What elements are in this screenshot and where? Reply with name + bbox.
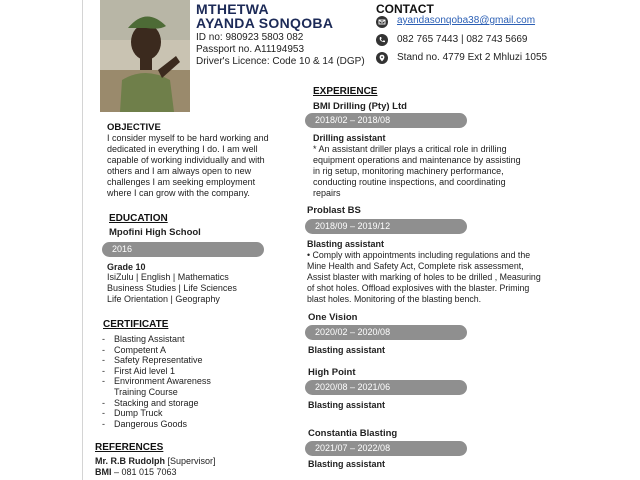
certificate-item: - Dangerous Goods bbox=[102, 419, 211, 430]
job-company: BMI Drilling (Pty) Ltd bbox=[313, 101, 407, 112]
certificate-item: Training Course bbox=[114, 386, 178, 397]
objective-line: I consider myself to be hard working and bbox=[107, 133, 269, 143]
grade-label: Grade 10 bbox=[107, 262, 146, 272]
job-role: Blasting assistant bbox=[307, 239, 385, 249]
contact-address: Stand no. 4779 Ext 2 Mhluzi 1055 bbox=[397, 52, 548, 63]
reference-company-name: BMI bbox=[95, 467, 112, 477]
subjects-line: Business Studies | Life Sciences bbox=[107, 283, 237, 293]
job-period-bar: 2020/08 – 2021/06 bbox=[305, 380, 467, 395]
job-description-line: blast holes. Monitoring of the blasting bench. bbox=[307, 294, 482, 304]
references-heading: REFERENCES bbox=[95, 442, 164, 453]
objective-line: challenges I am seeking employment bbox=[107, 177, 256, 187]
certificate-item: - First Aid level 1 bbox=[102, 366, 211, 377]
job-description bbox=[307, 250, 577, 305]
education-year-bar: 2016 bbox=[102, 242, 264, 257]
drivers-licence: Driver's Licence: Code 10 & 14 (DGP) bbox=[196, 56, 365, 67]
certificate-item: - Competent A bbox=[102, 345, 211, 356]
email-icon bbox=[376, 16, 388, 28]
reference-role: [Supervisor] bbox=[165, 456, 216, 466]
job-company: One Vision bbox=[308, 312, 358, 323]
job-company: High Point bbox=[308, 367, 356, 378]
subjects-line: Life Orientation | Geography bbox=[107, 294, 220, 304]
job-role: Blasting assistant bbox=[308, 345, 386, 355]
job-description-line: * An assistant driller plays a critical role in drilling bbox=[313, 144, 507, 154]
location-icon bbox=[376, 52, 388, 64]
fullname-heading: AYANDA SONQOBA bbox=[196, 15, 334, 31]
job-description-line: Assist blaster with marking of holes to be drilled , Measuring bbox=[307, 272, 541, 282]
certificate-heading: CERTIFICATE bbox=[103, 319, 169, 330]
reference-phone: – 081 015 7063 bbox=[111, 467, 177, 477]
job-description-line: conducting routine inspections, and coordinating bbox=[313, 177, 506, 187]
reference-person bbox=[95, 456, 216, 467]
objective-heading: OBJECTIVE bbox=[107, 122, 161, 133]
job-role: Blasting assistant bbox=[308, 400, 386, 410]
job-role: Blasting assistant bbox=[308, 459, 386, 469]
objective-line: where I can grow with the company. bbox=[107, 188, 250, 198]
objective-line: dedicated in everything I do. I am well bbox=[107, 144, 258, 154]
certificate-item: - Environment Awareness bbox=[102, 376, 211, 387]
job-description-line: in rig setup, monitoring machinery performance, bbox=[313, 166, 504, 176]
job-role: Drilling assistant bbox=[313, 133, 386, 143]
education-heading: EDUCATION bbox=[109, 213, 168, 224]
job-description bbox=[313, 144, 563, 199]
objective-text bbox=[107, 133, 297, 199]
contact-phone: 082 765 7443 | 082 743 5669 bbox=[397, 34, 528, 45]
profile-photo bbox=[100, 0, 190, 112]
experience-heading: EXPERIENCE bbox=[313, 86, 378, 97]
subjects-list bbox=[107, 272, 237, 305]
job-period-bar: 2021/07 – 2022/08 bbox=[305, 441, 467, 456]
contact-email[interactable]: ayandasonqoba38@gmail.com bbox=[397, 15, 536, 26]
reference-name: Mr. R.B Rudolph bbox=[95, 456, 165, 466]
reference-company bbox=[95, 467, 177, 478]
job-period-bar: 2020/02 – 2020/08 bbox=[305, 325, 467, 340]
contact-heading: CONTACT bbox=[376, 2, 434, 16]
objective-line: others and I am always open to new bbox=[107, 166, 252, 176]
job-description-line: of shot holes. Offload explosives with the blaster. Priming bbox=[307, 283, 530, 293]
certificate-list bbox=[102, 334, 211, 429]
objective-line: capable of working individually and with bbox=[107, 155, 265, 165]
job-company: Constantia Blasting bbox=[308, 428, 398, 439]
job-description-line: • Comply with appointments including regulations and the bbox=[307, 250, 531, 260]
id-number: ID no: 980923 5803 082 bbox=[196, 32, 304, 43]
passport-number: Passport no. A11194953 bbox=[196, 44, 305, 55]
job-description-line: repairs bbox=[313, 188, 341, 198]
certificate-item: - Blasting Assistant bbox=[102, 334, 211, 345]
surname-heading: MTHETWA bbox=[196, 1, 269, 17]
job-period-bar: 2018/09 – 2019/12 bbox=[305, 219, 467, 234]
phone-icon bbox=[376, 34, 388, 46]
job-description-line: equipment operations and maintenance by assisting bbox=[313, 155, 521, 165]
certificate-item: - Stacking and storage bbox=[102, 398, 211, 409]
certificate-item: - Safety Representative bbox=[102, 355, 211, 366]
school-name: Mpofini High School bbox=[109, 227, 201, 238]
job-period-bar: 2018/02 – 2018/08 bbox=[305, 113, 467, 128]
subjects-line: IsiZulu | English | Mathematics bbox=[107, 272, 229, 282]
job-company: Problast BS bbox=[307, 205, 361, 216]
certificate-item: - Dump Truck bbox=[102, 408, 211, 419]
job-description-line: Mine Health and Safety Act, Complete risk assessment, bbox=[307, 261, 524, 271]
page-divider-line bbox=[82, 0, 83, 480]
